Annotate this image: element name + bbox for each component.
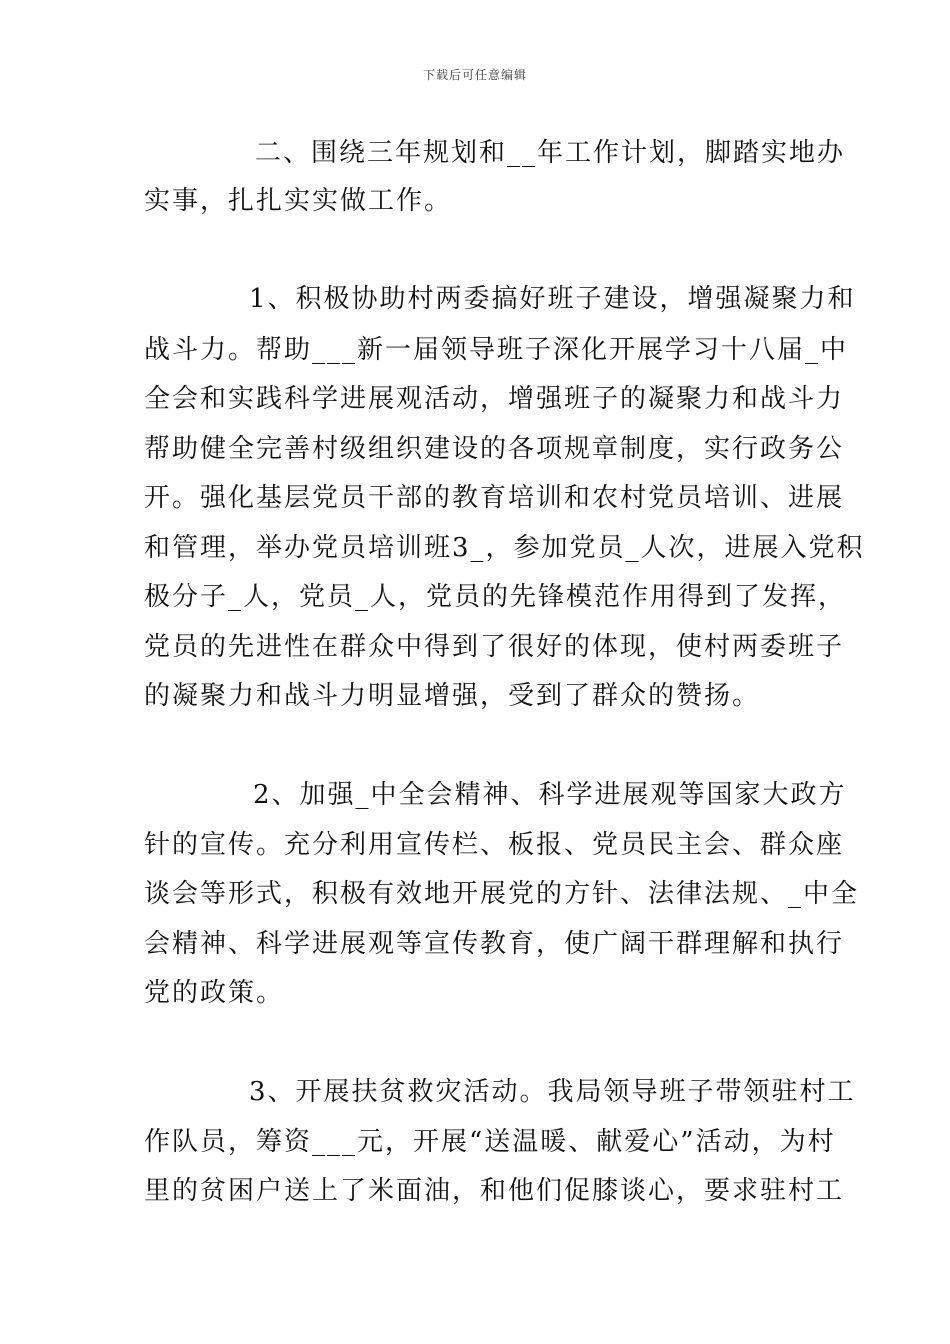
paragraph-2-line-1: 1、积极协助村两委搞好班子建设，增强凝聚力和 <box>249 284 856 314</box>
paragraph-2-line-5: 开。强化基层党员干部的教育培训和农村党员培训、进展 <box>144 483 845 513</box>
paragraph-3-line-4: 会精神、科学进展观等宣传教育，使广阔干群理解和执行 <box>144 929 845 959</box>
paragraph-2-line-7: 极分子_人，党员_人，党员的先锋模范作用得到了发挥， <box>144 582 847 612</box>
paragraph-1-line-2: 实事，扎扎实实做工作。 <box>144 186 453 216</box>
header-note: 下载后可任意编辑 <box>422 68 527 82</box>
paragraph-2-line-3: 全会和实践科学进展观活动，增强班子的凝聚力和战斗力 <box>144 384 845 414</box>
paragraph-1-line-1: 二、围绕三年规划和__年工作计划，脚踏实地办 <box>255 138 846 168</box>
paragraph-4-line-2: 作队员，筹资___元，开展“送温暖、献爱心”活动，为村 <box>144 1127 836 1157</box>
paragraph-3-line-5: 党的政策。 <box>144 978 285 1008</box>
paragraph-2-line-4: 帮助健全完善村级组织建设的各项规章制度，实行政务公 <box>144 434 845 464</box>
paragraph-3-line-2: 针的宣传。充分利用宣传栏、板报、党员民主会、群众座 <box>144 830 845 860</box>
paragraph-2-line-9: 的凝聚力和战斗力明显增强，受到了群众的赞扬。 <box>144 681 761 711</box>
paragraph-2-line-2: 战斗力。帮助___新一届领导班子深化开展学习十八届_中 <box>144 335 849 365</box>
paragraph-3-line-1: 2、加强_中全会精神、科学进展观等国家大政方 <box>253 780 847 810</box>
paragraph-4-line-3: 里的贫困户送上了米面油，和他们促膝谈心，要求驻村工 <box>144 1176 845 1206</box>
paragraph-2-line-8: 党员的先进性在群众中得到了很好的体现，使村两委班子 <box>144 632 845 662</box>
paragraph-2-line-6: 和管理，举办党员培训班3_，参加党员_人次，进展入党积 <box>144 533 865 563</box>
paragraph-4-line-1: 3、开展扶贫救灾活动。我局领导班子带领驻村工 <box>249 1077 856 1107</box>
paragraph-3-line-3: 谈会等形式，积极有效地开展党的方针、法律法规、_中全 <box>144 879 860 909</box>
